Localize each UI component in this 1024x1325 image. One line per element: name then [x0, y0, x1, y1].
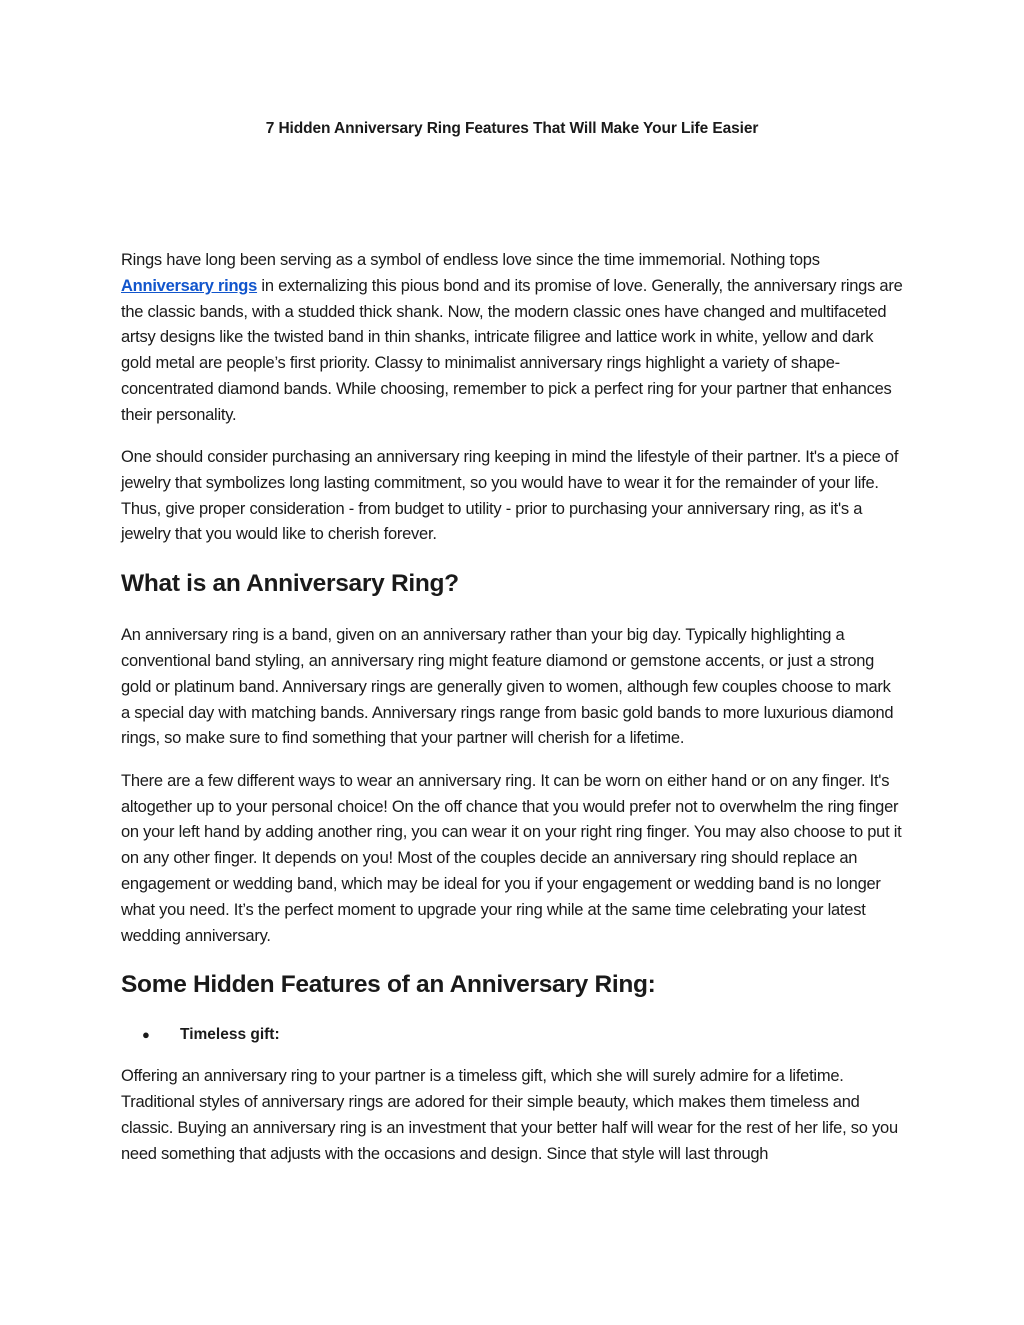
feature-list — [121, 1024, 903, 1046]
feature-paragraph-timeless-gift: Offering an anniversary ring to your partner is a timeless gift, which she will surely admire for a lifetime. Traditional styles of anniversary rings are adored for their simple beauty, which makes them timeless and classic. Buying an anniversary ring is an investment that your better half will wear for the rest of her life, so you need something that adjusts with the occasions and design. Since that style will last through — [121, 1067, 898, 1163]
section-heading-hidden-features: Some Hidden Features of an Anniversary Ring: — [121, 971, 656, 999]
bullet-icon: ● — [142, 1027, 150, 1043]
intro-text-before-link: Rings have long been serving as a symbol of endless love since the time immemorial. Nothing tops — [121, 251, 820, 269]
intro-paragraph-1 — [121, 248, 903, 429]
section-heading-what-is: What is an Anniversary Ring? — [121, 570, 459, 598]
intro-text-after-link: in externalizing this pious bond and its promise of love. Generally, the anniversary rings are the classic bands, with a studded thick shank. Now, the modern classic ones have changed and multifaceted artsy designs like the twisted band in thin shanks, intricate filigree and lattice work in white, yellow and dark gold metal are people’s first priority. Classy to minimalist anniversary rings highlight a variety of shape-concentrated diamond bands. While choosing, remember to pick a perfect ring for your partner that enhances their personality. — [121, 276, 903, 424]
anniversary-rings-link[interactable]: Anniversary rings — [121, 276, 258, 295]
list-item — [121, 1024, 903, 1046]
intro-paragraph-2: One should consider purchasing an anniversary ring keeping in mind the lifestyle of their partner. It's a piece of jewelry that symbolizes long lasting commitment, so you would have to wear it for the remainder of your life. Thus, give proper consideration - from budget to utility - prior to purchasing your anniversary ring, as it's a jewelry that you would like to cherish forever. — [121, 448, 899, 544]
document-body — [121, 248, 903, 1184]
section1-paragraph-2: There are a few different ways to wear an anniversary ring. It can be worn on either hand or on any finger. It's altogether up to your personal choice! On the off chance that you would prefer not to overwhelm the ring finger on your left hand by adding another ring, you can wear it on your right ring finger. You may also choose to put it on any other finger. It depends on you! Most of the couples decide an anniversary ring should replace an engagement or wedding band, which may be ideal for you if your engagement or wedding band is no longer what you need. It’s the perfect moment to upgrade your ring while at the same time celebrating your latest wedding anniversary. — [121, 771, 902, 945]
section1-paragraph-1: An anniversary ring is a band, given on an anniversary rather than your big day. Typically highlighting a conventional band styling, an anniversary ring might feature diamond or gemstone accents, or just a strong gold or platinum band. Anniversary rings are generally given to women, although few couples choose to mark a special day with matching bands. Anniversary rings range from basic gold bands to more luxurious diamond rings, so make sure to find something that your partner will cherish for a lifetime. — [121, 626, 894, 748]
document-title: 7 Hidden Anniversary Ring Features That Will Make Your Life Easier — [265, 120, 759, 137]
feature-label: Timeless gift: — [180, 1026, 280, 1044]
